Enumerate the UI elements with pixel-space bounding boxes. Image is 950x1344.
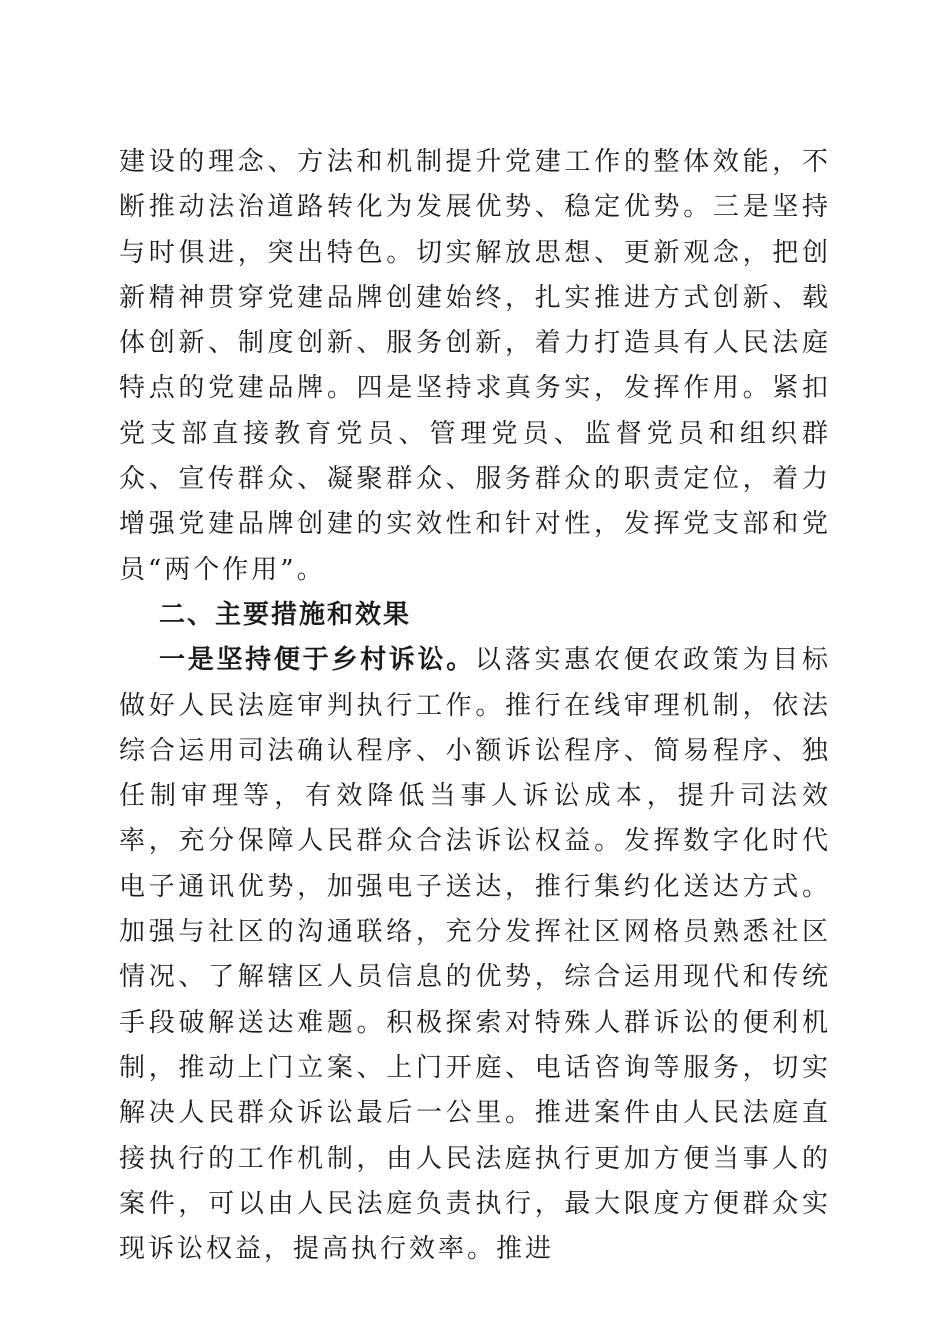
continued-paragraph: 建设的理念、方法和机制提升党建工作的整体效能，不断推动法治道路转化为发展优势、稳定优势。三是坚持与时俱进，突出特色。切实解放思想、更新观念，把创新精神贯穿党建品牌创建始终，扎实推进方式创新、载体创新、制度创新、服务创新，着力打造具有人民法庭特点的党建品牌。四是坚持求真务实，发挥作用。紧扣党支部直接教育党员、管理党员、监督党员和组织群众、宣传群众、凝聚群众、服务群众的职责定位，着力增强党建品牌创建的实效性和针对性，发挥党支部和党员“两个作用”。: [119, 147, 831, 585]
section-heading: 二、主要措施和效果: [159, 599, 412, 630]
measure-body-text: 以落实惠农便农政策为目标做好人民法庭审判执行工作。推行在线审理机制，依法综合运用司法确认程序、小额诉讼程序、简易程序、独任制审理等，有效降低当事人诉讼成本，提升司法效率，充分保障人民群众合法诉讼权益。发挥数字化时代电子通讯优势，加强电子送达，推行集约化送达方式。加强与社区的沟通联络，充分发挥社区网格员熟悉社区情况、了解辖区人员信息的优势，综合运用现代和传统手段破解送达难题。积极探索对特殊人群诉讼的便利机制，推动上门立案、上门开庭、电话咨询等服务，切实解决人民群众诉讼最后一公里。推进案件由人民法庭直接执行的工作机制，由人民法庭执行更加方便当事人的案件，可以由人民法庭负责执行，最大限度方便群众实现诉讼权益，提高执行效率。推进: [119, 645, 831, 1265]
measure-lead-sentence: 一是坚持便于乡村诉讼。: [159, 645, 475, 676]
measure-paragraph: [119, 638, 831, 1272]
document-body: [119, 140, 831, 1272]
